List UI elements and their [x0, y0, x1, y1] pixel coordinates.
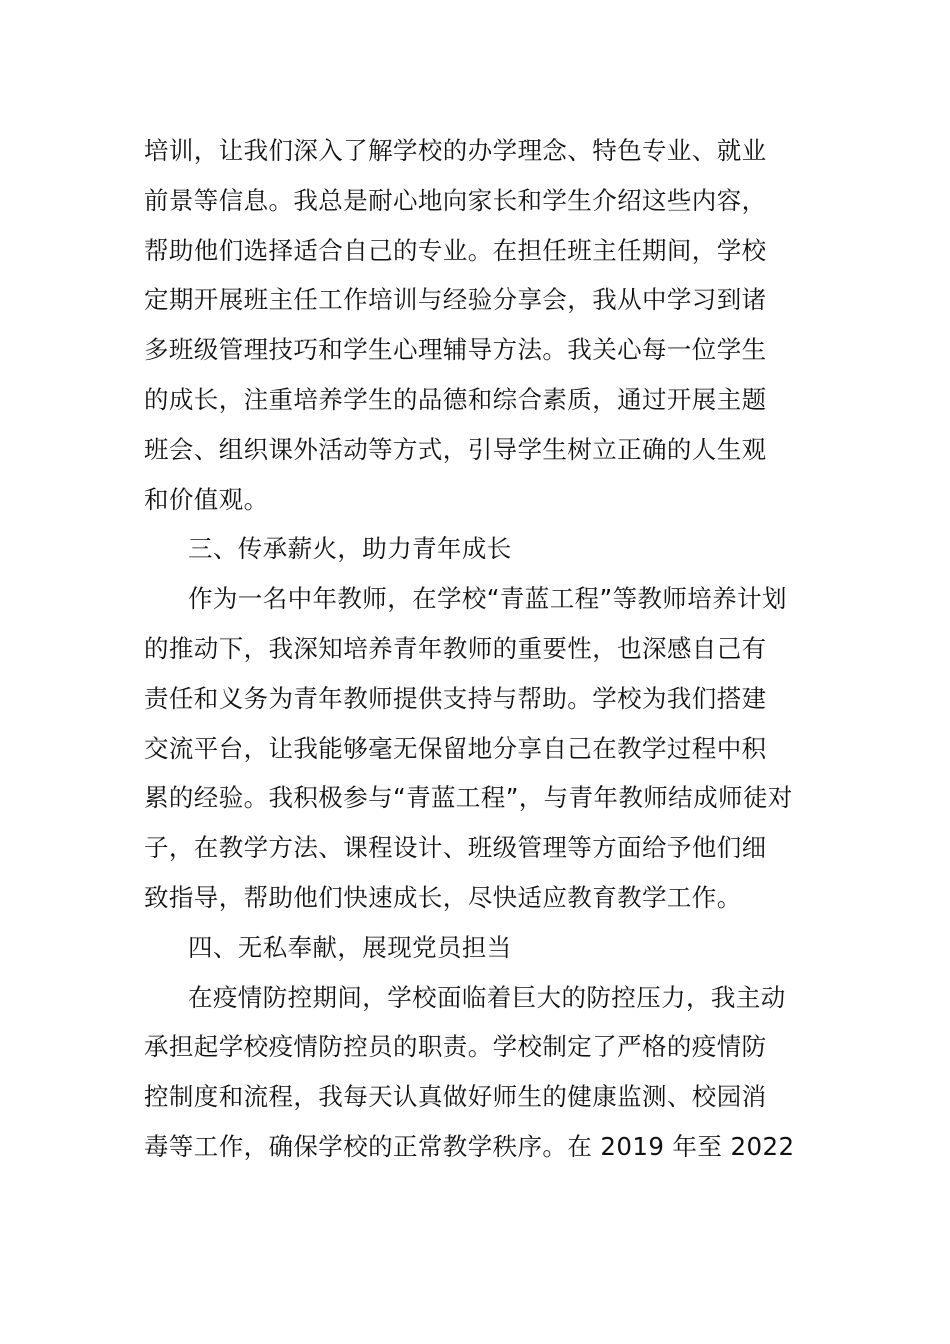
- section-heading-four: 四、无私奉献，展现党员担当: [188, 932, 512, 962]
- text-line: 交流平台，让我能够毫无保留地分享自己在教学过程中积: [144, 733, 767, 763]
- text-line: 在疫情防控期间，学校面临着巨大的防控压力，我主动: [188, 982, 786, 1012]
- text-line: 作为一名中年教师，在学校“青蓝工程”等教师培养计划: [188, 584, 787, 614]
- text-line: 多班级管理技巧和学生心理辅导方法。我关心每一位学生: [144, 335, 767, 365]
- text-line: 定期开展班主任工作培训与经验分享会，我从中学习到诸: [144, 285, 767, 315]
- section-heading-three: 三、传承薪火，助力青年成长: [188, 534, 512, 564]
- text-line: 承担起学校疫情防控员的职责。学校制定了严格的疫情防: [144, 1032, 767, 1062]
- text-line: 培训，让我们深入了解学校的办学理念、特色专业、就业: [144, 136, 767, 165]
- text-line: 和价值观。: [144, 484, 269, 514]
- text-line: 致指导，帮助他们快速成长，尽快适应教育教学工作。: [144, 882, 742, 912]
- text-line: 的成长，注重培养学生的品德和综合素质，通过开展主题: [144, 384, 767, 414]
- text-line: 子，在教学方法、课程设计、班级管理等方面给予他们细: [144, 833, 767, 863]
- text-line: 帮助他们选择适合自己的专业。在担任班主任期间，学校: [144, 235, 767, 265]
- text-line: 责任和义务为青年教师提供支持与帮助。学校为我们搭建: [144, 683, 767, 713]
- text-line: 毒等工作，确保学校的正常教学秩序。在 2019 年至 2022: [144, 1131, 795, 1161]
- text-line: 控制度和流程，我每天认真做好师生的健康监测、校园消: [144, 1082, 767, 1112]
- text-line: 前景等信息。我总是耐心地向家长和学生介绍这些内容，: [144, 185, 767, 215]
- text-line: 累的经验。我积极参与“青蓝工程”，与青年教师结成师徒对: [144, 783, 793, 813]
- text-line: 的推动下，我深知培养青年教师的重要性，也深感自己有: [144, 633, 767, 663]
- text-line: 班会、组织课外活动等方式，引导学生树立正确的人生观: [144, 434, 767, 464]
- document-body: [144, 126, 804, 1172]
